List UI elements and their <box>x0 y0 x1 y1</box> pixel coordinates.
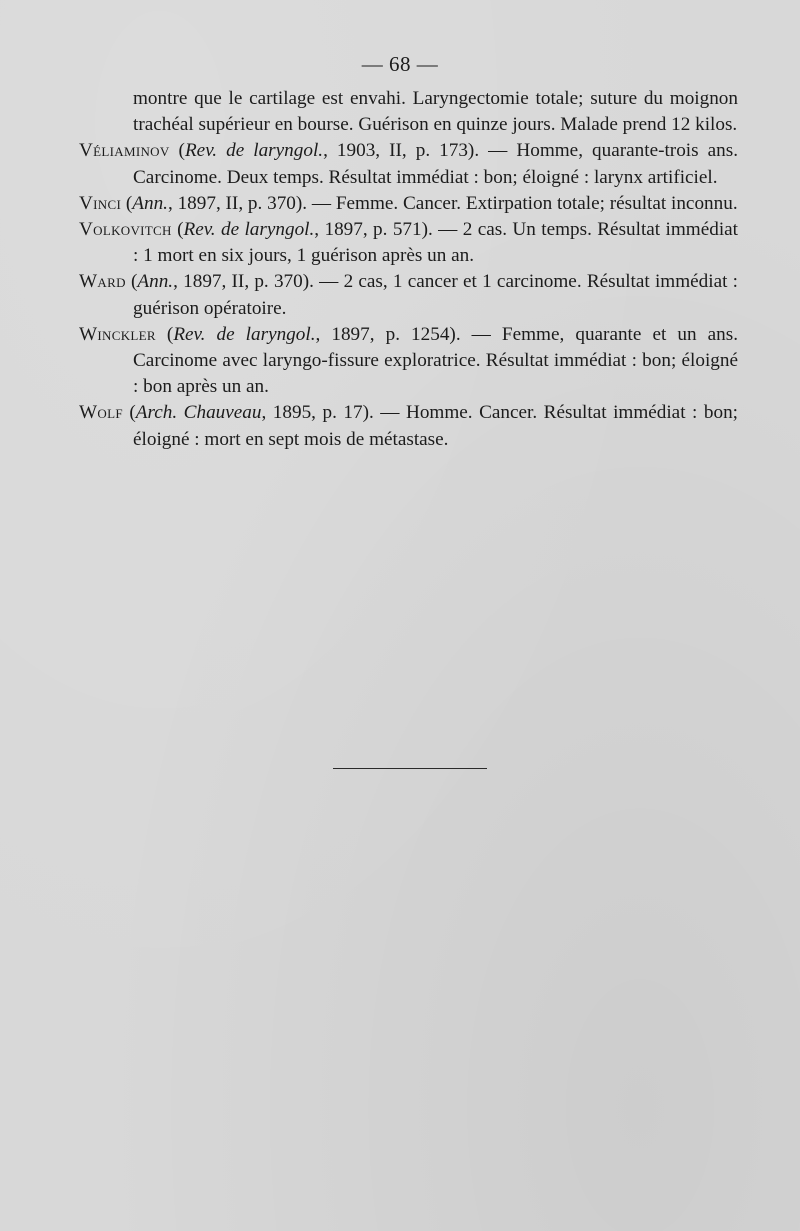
bibliography-entry <box>79 269 738 321</box>
bibliography-entry <box>79 217 738 269</box>
continued-entry: montre que le cartilage est envahi. Laryngectomie totale; suture du moignon trachéal supérieur en bourse. Guérison en quinze jours. Malade prend 12 kilos. <box>133 88 738 136</box>
entry-author: Wolf <box>79 402 123 424</box>
section-divider <box>333 768 487 769</box>
entry-author: Volkovitch <box>79 219 172 241</box>
bibliography-entry <box>79 191 738 217</box>
bibliography-entry <box>79 138 738 190</box>
entry-open-paren: ( <box>125 271 138 293</box>
entry-open-paren: ( <box>121 192 133 214</box>
entry-text: , 1897, p. 571). — 2 cas. Un temps. Résultat immédiat : 1 mort en six jours, 1 guérison après un an. <box>133 219 738 267</box>
entry-source: Rev. de laryngol. <box>183 219 315 241</box>
entry-author: Ward <box>79 271 126 293</box>
entry-source: Arch. Chauveau <box>135 402 262 424</box>
entry-author: Winckler <box>79 323 156 345</box>
entry-text: , 1897, p. 1254). — Femme, quarante et un ans. Carcinome avec laryngo-fissure exploratrice. Résultat immédiat : bon; éloigné : bon après un an. <box>133 323 739 398</box>
bibliography-entry <box>79 400 738 452</box>
entry-text: , 1903, II, p. 173). — Homme, quarante-trois ans. Carcinome. Deux temps. Résultat immédiat : bon; éloigné : larynx artificiel. <box>133 140 738 188</box>
bibliography-list <box>79 86 738 453</box>
entry-source: Ann. <box>132 192 168 214</box>
bibliography-entry <box>79 322 738 401</box>
entry-text: , 1897, II, p. 370). — Femme. Cancer. Extirpation totale; résultat inconnu. <box>167 192 738 214</box>
entry-open-paren: ( <box>122 402 136 424</box>
entry-open-paren: ( <box>155 323 174 345</box>
entry-author: Véliaminov <box>79 140 170 162</box>
entry-text: , 1897, II, p. 370). — 2 cas, 1 cancer et 1 carcinome. Résultat immédiat : guérison opératoire. <box>133 271 738 319</box>
entry-author: Vinci <box>79 192 122 214</box>
entry-open-paren: ( <box>169 140 185 162</box>
entry-source: Rev. de laryngol. <box>184 140 324 162</box>
entry-source: Ann. <box>137 271 174 293</box>
page-number: — 68 — <box>361 52 439 76</box>
entry-text: , 1895, p. 17). — Homme. Cancer. Résultat immédiat : bon; éloigné : mort en sept mois de métastase. <box>133 402 738 450</box>
entry-source: Rev. de laryngol. <box>173 323 316 345</box>
entry-open-paren: ( <box>171 219 184 241</box>
